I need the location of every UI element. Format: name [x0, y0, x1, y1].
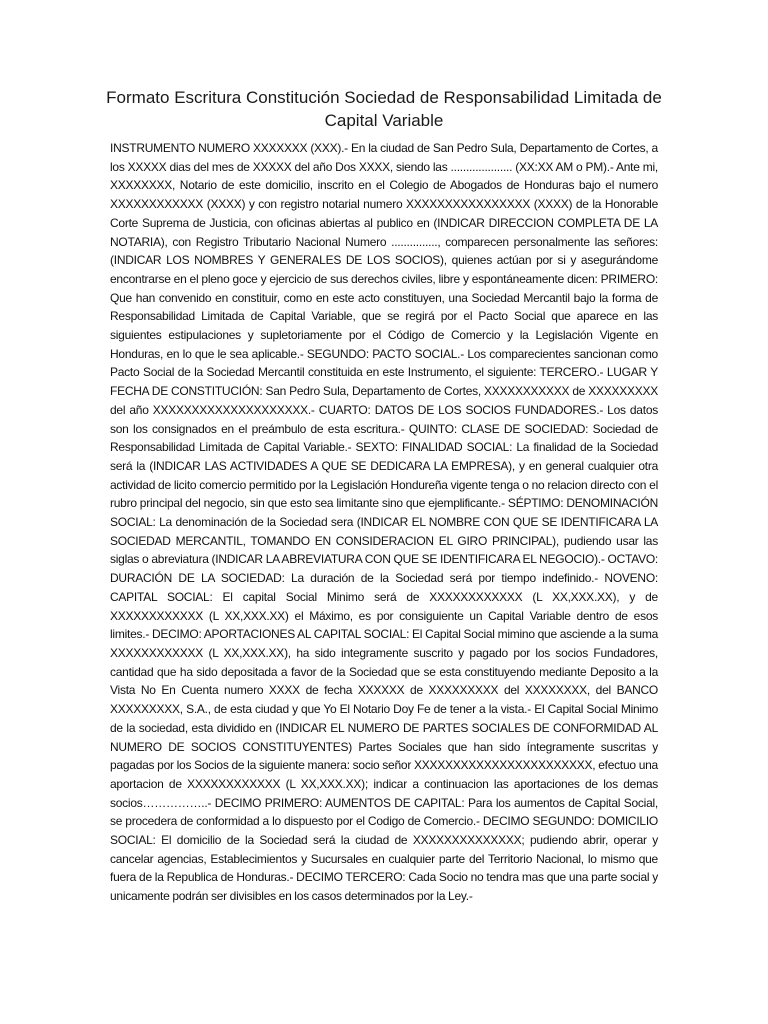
document-title: Formato Escritura Constitución Sociedad de Responsabilidad Limitada de Capital Variable [106, 88, 662, 130]
document-body-text: INSTRUMENTO NUMERO XXXXXXX (XXX).- En la ciudad de San Pedro Sula, Departamento de Cortes, a los XXXXX dias del mes de XXXXX del año Dos XXXX, siendo las .................... (XX:XX AM o PM).- Ante mi, XXXXXXXX, Notario de este domicilio, inscrito en el Colegio de Abogados de Honduras bajo el numero XXXXXXXXXXXX (XXXX) y con registro notarial numero XXXXXXXXXXXXXXXX (XXXX) de la Honorable Corte Suprema de Justicia, con oficinas abiertas al publico en (INDICAR DIRECCION COMPLETA DE LA NOTARIA), con Registro Tributario Nacional Numero ..............., comparecen personalmente las señores: (INDICAR LOS NOMBRES Y GENERALES DE LOS SOCIOS), quienes actúan por si y asegurándome encontrarse en el pleno goce y ejercicio de sus derechos civiles, libre y espontáneamente dicen: PRIMERO: Que han convenido en constituir, como en este acto constituyen, una Sociedad Mercantil bajo la forma de Responsabilidad Limitada de Capital Variable, que se regirá por el Pacto Social que aparece en las siguientes estipulaciones y supletoriamente por el Código de Comercio y la Legislación Vigente en Honduras, en lo que le sea aplicable.- SEGUNDO: PACTO SOCIAL.- Los comparecientes sancionan como Pacto Social de la Sociedad Mercantil constituida en este Instrumento, el siguiente: TERCERO.- LUGAR Y FECHA DE CONSTITUCIÓN: San Pedro Sula, Departamento de Cortes, XXXXXXXXXXX de XXXXXXXXX del año XXXXXXXXXXXXXXXXXXXX.- CUARTO: DATOS DE LOS SOCIOS FUNDADORES.- Los datos son los consignados en el preámbulo de esta escritura.- QUINTO: CLASE DE SOCIEDAD: Sociedad de Responsabilidad Limitada de Capital Variable.- SEXTO: FINALIDAD SOCIAL: La finalidad de la Sociedad será la (INDICAR LAS ACTIVIDADES A QUE SE DEDICARA LA EMPRESA), y en general cualquier otra actividad de licito comercio permitido por la Legislación Hondureña vigente tenga o no relacion directo con el rubro principal del negocio, sin que esto sea limitante sino que ejemplificante.- SÉPTIMO: DENOMINACIÓN SOCIAL: La denominación de la Sociedad sera (INDICAR EL NOMBRE CON QUE SE IDENTIFICARA LA SOCIEDAD MERCANTIL, TOMANDO EN CONSIDERACION EL GIRO PRINCIPAL), pudiendo usar las siglas o abreviatura (INDICAR LA ABREVIATURA CON QUE SE IDENTIFICARA EL NEGOCIO).- OCTAVO: DURACIÓN DE LA SOCIEDAD: La duración de la Sociedad será por tiempo indefinido.- NOVENO: CAPITAL SOCIAL: El capital Social Minimo será de XXXXXXXXXXXX (L XX,XXX.XX), y de XXXXXXXXXXXX (L XX,XXX.XX) el Máximo, es por consiguiente un Capital Variable dentro de esos limites.- DECIMO: APORTACIONES AL CAPITAL SOCIAL: El Capital Social mimino que asciende a la suma XXXXXXXXXXXX (L XX,XXX.XX), ha sido integramente suscrito y pagado por los socios Fundadores, cantidad que ha sido depositada a favor de la Sociedad que se esta constituyendo mediante Deposito a la Vista No En Cuenta numero XXXX de fecha XXXXXX de XXXXXXXXX del XXXXXXXX, del BANCO XXXXXXXXX, S.A., de esta ciudad y que Yo El Notario Doy Fe de tener a la vista.- El Capital Social Minimo de la sociedad, esta dividido en (INDICAR EL NUMERO DE PARTES SOCIALES DE CONFORMIDAD AL NUMERO DE SOCIOS CONSTITUYENTES) Partes Sociales que han sido íntegramente suscritas y pagadas por los Socios de la siguiente manera: socio señor XXXXXXXXXXXXXXXXXXXXXXX, efectuo una aportacion de XXXXXXXXXXXX (L XX,XXX.XX); indicar a continuacion las aportaciones de los demas socios……………..- DECIMO PRIMERO: AUMENTOS DE CAPITAL: Para los aumentos de Capital Social, se procedera de conformidad a lo dispuesto por el Codigo de Comercio.- DECIMO SEGUNDO: DOMICILIO SOCIAL: El domicilio de la Sociedad será la ciudad de XXXXXXXXXXXXXX; pudiendo abrir, operar y cancelar agencias, Establecimientos y Sucursales en cualquier parte del Territorio Nacional, lo mismo que fuera de la Republica de Honduras.- DECIMO TERCERO: Cada Socio no tendra mas que una parte social y unicamente podrán ser divisibles en los casos determinados por la Ley.- [110, 141, 658, 904]
